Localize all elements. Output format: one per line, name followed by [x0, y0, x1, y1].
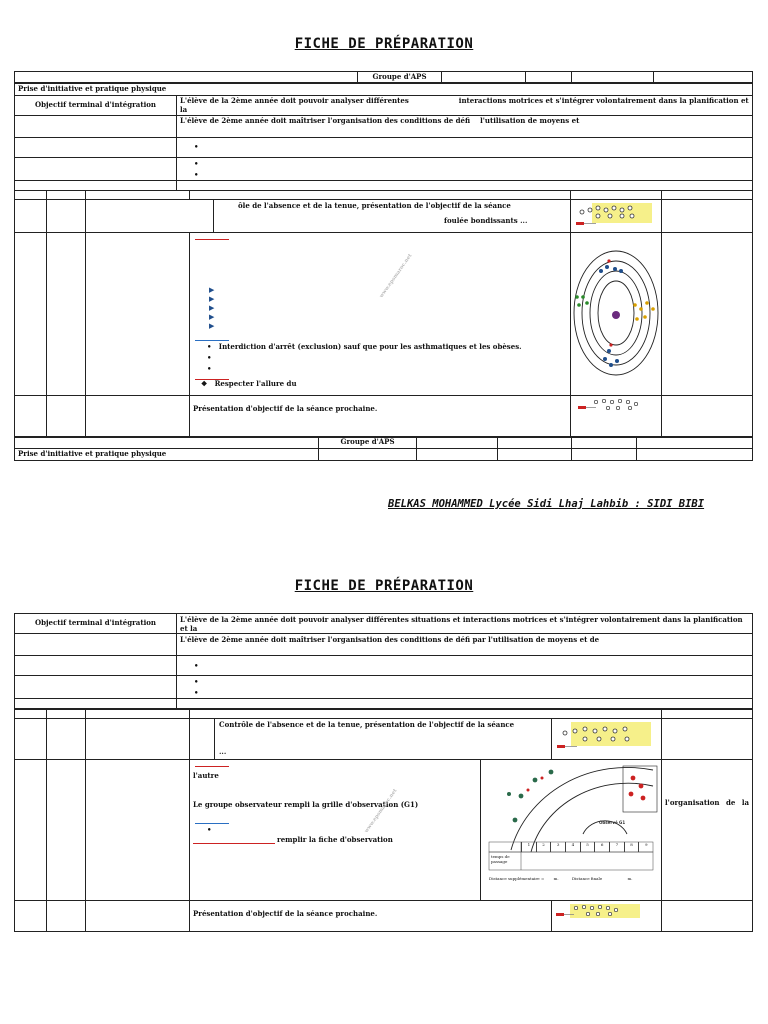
objectif-label: Objectif terminal d'intégration	[15, 614, 177, 634]
triangle-bullet-icon: ▶	[209, 321, 215, 330]
formation-icon	[571, 200, 662, 233]
watermark: www.epsmaroc.net	[363, 787, 399, 835]
triangle-bullet-icon: ▶	[209, 294, 215, 303]
fiche-text: remplir la fiche d'observation	[277, 835, 393, 844]
bullet-point: •	[194, 142, 199, 151]
organisation-text: l'organisation de la	[662, 760, 753, 901]
grid-footer: Distance supplémentaire = m. Distance finale m.	[489, 876, 633, 881]
groupe-aps-label: Groupe d'APS	[319, 437, 417, 449]
respect-text: Respecter l'allure du	[214, 379, 297, 388]
triangle-bullet-icon: ▶	[209, 285, 215, 294]
bullet-point: •	[207, 825, 212, 834]
objectif-text-b: interactions motrices et s'intégrer volontairement dans la planification et la	[180, 96, 749, 114]
autre-text: l'autre	[193, 771, 219, 780]
objectif-label: Objectif terminal d'intégration	[15, 96, 177, 116]
page1-session-table: ôle de l'absence et de la tenue, présentation de l'objectif de la séance foulée bondissants ... ▶ ▶ ▶ ▶ ▶ • Interdiction d'arrêt (exclusion) sauf que pour les asthmatiques et les obèses. • • ❖ Respecter l'allure du www.epsmaroc.net Présentation d'objectif de la séance prochaine.	[14, 190, 753, 438]
domain-text: Prise d'initiative et pratique physique	[15, 449, 319, 461]
row2-text-b: l'utilisation de moyens et	[480, 116, 580, 125]
grid-row-label: temps de passage	[491, 854, 510, 864]
running-track-diagram	[571, 233, 662, 393]
row2-text: L'élève de 2ème année doit maîtriser l'organisation des conditions de défi par l'utilisation de moyens et de	[177, 634, 753, 656]
next-session-text: Présentation d'objectif de la séance prochaine.	[190, 396, 571, 438]
page1-header-table	[14, 71, 753, 83]
player-formation-icon	[552, 903, 642, 921]
groupe-aps-label: Groupe d'APS	[358, 72, 442, 83]
player-formation-icon	[574, 200, 654, 228]
intro-line2: foulée bondissants ...	[444, 216, 528, 225]
svg-text:Observé G1: Observé G1	[599, 820, 626, 825]
intro-line2: ...	[219, 747, 227, 756]
page1-objectives-table	[14, 83, 753, 191]
objectif-text-a: L'élève de la 2ème année doit pouvoir analyser différentes	[180, 96, 409, 105]
observer-text: Le groupe observateur rempli la grille d'observation (G1)	[193, 800, 419, 809]
page2-title: FICHE DE PRÉPARATION	[294, 578, 474, 594]
triangle-bullet-icon: ▶	[209, 312, 215, 321]
row2-text-a: L'élève de 2ème année doit maîtriser l'organisation des conditions de défi	[180, 116, 471, 125]
page2-objectives-table	[14, 613, 753, 709]
player-formation-icon	[574, 396, 660, 414]
bullet-point: •	[194, 159, 199, 168]
author-footer: BELKAS MOHAMMED Lycée Sidi Lhaj Lahbib : SIDI BIBI	[388, 498, 705, 510]
bullet-point: •	[194, 661, 199, 670]
red-underline	[195, 766, 229, 767]
bullet-point: •	[207, 353, 212, 362]
page1-title: FICHE DE PRÉPARATION	[294, 36, 474, 52]
intro-line1: ôle de l'absence et de la tenue, présentation de l'objectif de la séance	[238, 201, 511, 210]
bullet-point: •	[207, 364, 212, 373]
observation-grid-header: 1 2 3 4 5 6 7 8 9	[489, 842, 653, 852]
triangle-bullet-icon: ▶	[209, 303, 215, 312]
next-session-text: Présentation d'objectif de la séance prochaine.	[190, 901, 552, 931]
bullet-point: •	[194, 170, 199, 179]
page1-bottom-table	[14, 436, 753, 461]
bullet-point: •	[194, 677, 199, 686]
rule-text: Interdiction d'arrêt (exclusion) sauf que pour les asthmatiques et les obèses.	[218, 342, 522, 351]
domain-text: Prise d'initiative et pratique physique	[15, 84, 753, 96]
watermark: www.epsmaroc.net	[378, 252, 414, 300]
objectif-text: L'élève de la 2ème année doit pouvoir analyser différentes situations et interactions motrices et s'intégrer volontairement dans la planification et la	[177, 614, 753, 634]
player-formation-icon	[555, 719, 655, 753]
intro-line1: Contrôle de l'absence et de la tenue, présentation de l'objectif de la séance	[219, 720, 515, 729]
page2-session-table	[14, 709, 753, 932]
bullet-point: •	[194, 688, 199, 697]
